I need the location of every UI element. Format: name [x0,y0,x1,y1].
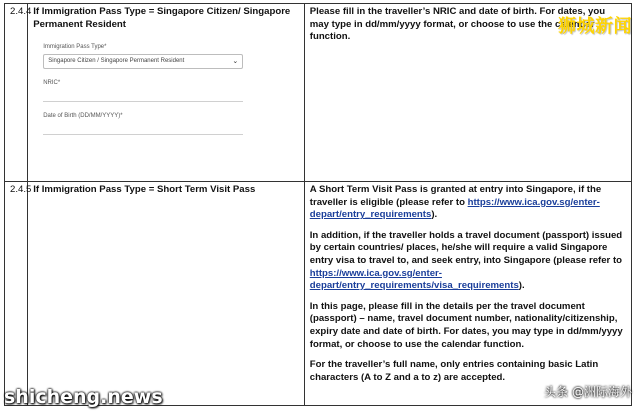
row-number: 2.4.4 [5,4,28,182]
ica-entry-requirements-link[interactable]: https://www.ica.gov.sg/enter-depart/entry_requirements [309,196,600,221]
row-number: 2.4.5 [5,182,28,406]
table-row [5,182,632,406]
nric-field[interactable] [43,87,243,102]
chevron-down-icon: ⌄ [232,58,239,66]
paragraph-1: A Short Term Visit Pass is granted at entry into Singapore, if the traveller is eligible (please refer to https://www.ica.gov.sg/enter-depart/entry_requirements). [309,184,602,221]
pass-type-label: Immigration Pass Type* [43,44,107,51]
pass-type-value: Singapore Citizen / Singapore Permanent Resident [48,58,185,65]
ica-visa-requirements-link[interactable]: https://www.ica.gov.sg/enter-depart/entry_requirements/visa_requirements [309,267,519,292]
table-row [5,4,632,182]
dob-label: Date of Birth (DD/MM/YYYY)* [43,113,123,120]
description-text: Please fill in the traveller’s NRIC and date of birth. For dates, you may type in dd/mm/yyyy format, or choose to use the calendar function. [309,6,606,43]
watermark-bottom-left: shicheng.news [4,386,163,408]
watermark-bottom-right: 头条 @洲际海外 [544,385,632,399]
condition-cell [28,4,305,182]
paragraph-2: In addition, if the traveller holds a travel document (passport) issued by certain countries/ places, he/she will require a valid Singapore entry visa to travel to, and seek entry, into Singapore (please refer to https://www.ica.gov.sg/enter-depart/entry_requirements/visa_requirements). [309,229,623,292]
watermark-top-right: 狮城新闻 [558,16,632,37]
condition-text: If Immigration Pass Type = Singapore Citizen/ Singapore Permanent Resident [33,6,291,30]
dob-field[interactable] [43,120,243,135]
form-screenshot [43,43,243,135]
nric-label: NRIC* [43,80,61,87]
condition-text: If Immigration Pass Type = Short Term Visit Pass [33,184,256,195]
document-table [4,3,632,406]
paragraph-3: In this page, please fill in the details per the travel document (passport) – name, travel document number, nationality/citizenship, expiry date and date of birth. For dates, you may type in dd/mm/yyyy format, or choose to use the calendar function. [309,300,623,350]
paragraph-4: For the traveller’s full name, only entries containing basic Latin characters (A to Z and a to z) are accepted. [309,359,599,383]
condition-cell [28,182,305,406]
pass-type-select[interactable] [43,54,243,69]
description-cell [304,182,631,406]
